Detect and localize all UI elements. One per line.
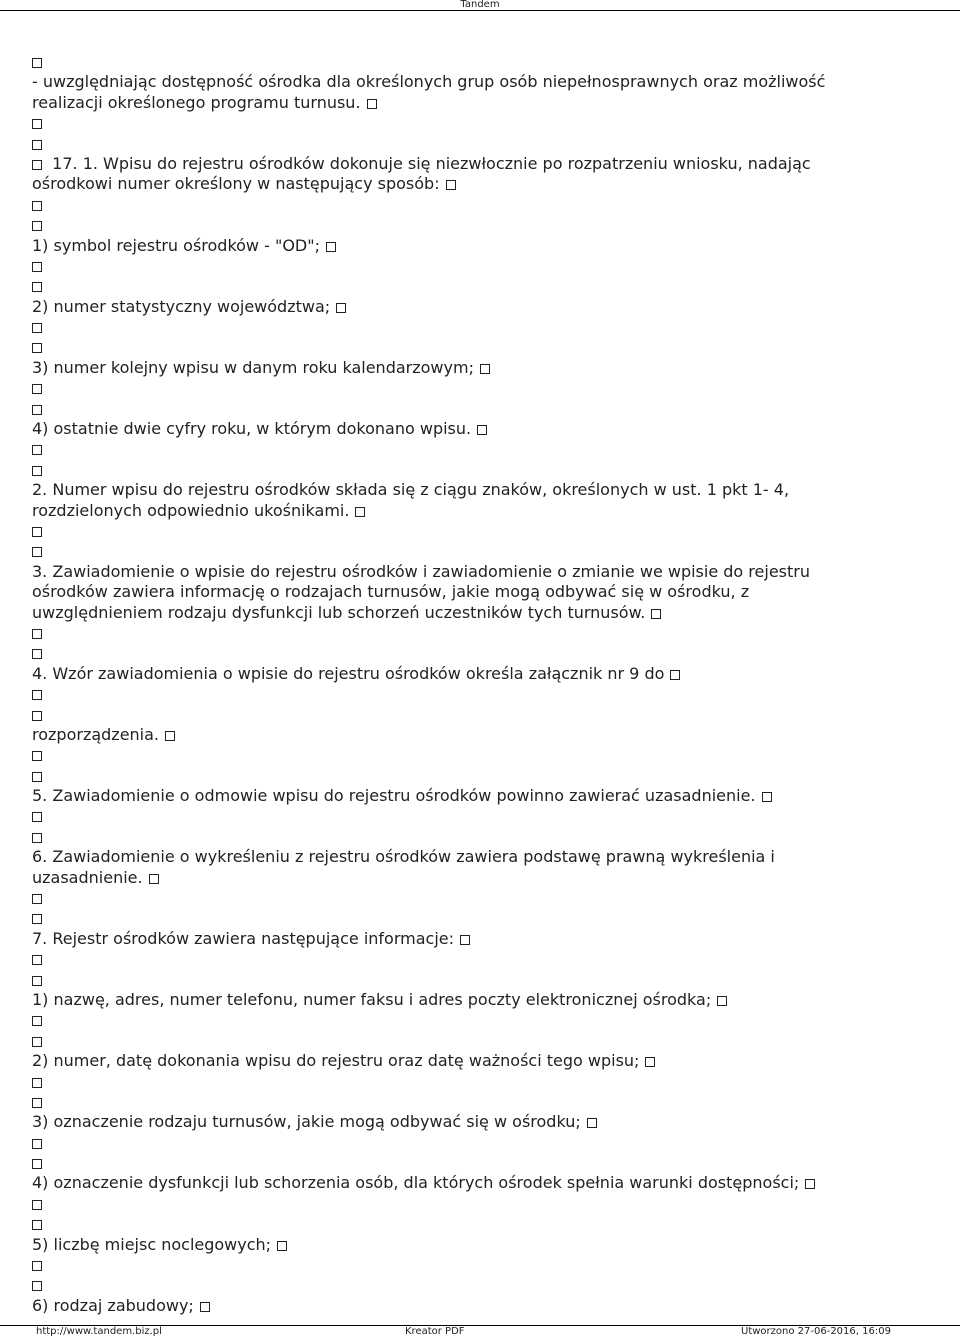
text-line — [32, 786, 932, 806]
empty-checkbox-line — [32, 1031, 932, 1051]
empty-checkbox-line — [32, 1194, 932, 1214]
empty-checkbox-line — [32, 317, 932, 337]
empty-checkbox-line — [32, 1092, 932, 1112]
checkbox-glyph-icon — [32, 1281, 42, 1291]
checkbox-glyph-icon — [32, 1098, 42, 1108]
paragraph-text: 4) oznaczenie dysfunkcji lub schorzenia osób, dla których ośrodek spełnia warunki dostępności; — [32, 1173, 800, 1193]
empty-checkbox-line — [32, 888, 932, 908]
checkbox-glyph-icon — [32, 323, 42, 333]
empty-checkbox-line — [32, 806, 932, 826]
paragraph-text: uwzględnieniem rodzaju dysfunkcji lub schorzeń uczestników tych turnusów. — [32, 602, 646, 622]
text-line — [32, 297, 932, 317]
header-title: Tandem — [460, 0, 500, 10]
checkbox-glyph-icon — [336, 303, 346, 313]
paragraph-text: 2) numer statystyczny województwa; — [32, 296, 331, 316]
checkbox-glyph-icon — [651, 609, 661, 619]
checkbox-glyph-icon — [32, 629, 42, 639]
paragraph-text: 3) oznaczenie rodzaju turnusów, jakie mogą odbywać się w ośrodku; — [32, 1112, 581, 1132]
checkbox-glyph-icon — [32, 547, 42, 557]
empty-checkbox-line — [32, 1010, 932, 1030]
paragraph-text: 2. Numer wpisu do rejestru ośrodków składa się z ciągu znaków, określonych w ust. 1 pkt 1- 4, — [32, 480, 790, 500]
empty-checkbox-line — [32, 337, 932, 357]
empty-checkbox-line — [32, 215, 932, 235]
empty-checkbox-line — [32, 1072, 932, 1092]
text-line — [32, 664, 932, 684]
text-line — [32, 1173, 932, 1193]
paragraph-text: 7. Rejestr ośrodków zawiera następujące informacje: — [32, 928, 454, 948]
empty-checkbox-line — [32, 378, 932, 398]
checkbox-glyph-icon — [32, 1159, 42, 1169]
checkbox-glyph-icon — [32, 690, 42, 700]
footer-creator: Kreator PDF — [405, 1326, 465, 1337]
paragraph-text: 4. Wzór zawiadomienia o wpisie do rejestru ośrodków określa załącznik nr 9 do — [32, 663, 665, 683]
checkbox-glyph-icon — [32, 1139, 42, 1149]
checkbox-glyph-icon — [587, 1118, 597, 1128]
text-line — [32, 725, 932, 745]
text-line — [32, 582, 932, 602]
checkbox-glyph-icon — [762, 792, 772, 802]
paragraph-text: 2) numer, datę dokonania wpisu do rejestru oraz datę ważności tego wpisu; — [32, 1051, 640, 1071]
text-line — [32, 358, 932, 378]
text-line — [32, 419, 932, 439]
text-line — [32, 72, 932, 92]
checkbox-glyph-icon — [149, 874, 159, 884]
text-line — [32, 93, 932, 113]
paragraph-text: 6. Zawiadomienie o wykreśleniu z rejestru ośrodków zawiera podstawę prawną wykreślenia i — [32, 847, 775, 867]
checkbox-glyph-icon — [32, 282, 42, 292]
empty-checkbox-line — [32, 541, 932, 561]
page-footer — [0, 1325, 960, 1339]
paragraph-text: 3. Zawiadomienie o wpisie do rejestru ośrodków i zawiadomienie o zmianie we wpisie do rejestru — [32, 561, 810, 581]
text-line — [32, 174, 932, 194]
text-line — [32, 1051, 932, 1071]
empty-checkbox-line — [32, 1153, 932, 1173]
page-header — [0, 0, 960, 11]
empty-checkbox-line — [32, 745, 932, 765]
empty-checkbox-line — [32, 827, 932, 847]
checkbox-glyph-icon — [805, 1179, 815, 1189]
paragraph-text: 4) ostatnie dwie cyfry roku, w którym dokonano wpisu. — [32, 419, 472, 439]
empty-checkbox-line — [32, 256, 932, 276]
checkbox-glyph-icon — [32, 384, 42, 394]
paragraph-text: rozporządzenia. — [32, 724, 160, 744]
checkbox-glyph-icon — [32, 119, 42, 129]
checkbox-glyph-icon — [32, 894, 42, 904]
checkbox-glyph-icon — [645, 1057, 655, 1067]
empty-checkbox-line — [32, 521, 932, 541]
text-line — [32, 603, 932, 623]
paragraph-text: ośrodkowi numer określony w następujący sposób: — [32, 174, 440, 194]
checkbox-glyph-icon — [32, 772, 42, 782]
empty-checkbox-line — [32, 908, 932, 928]
checkbox-glyph-icon — [367, 99, 377, 109]
checkbox-glyph-icon — [32, 1261, 42, 1271]
empty-checkbox-line — [32, 970, 932, 990]
text-line — [32, 847, 932, 867]
checkbox-glyph-icon — [32, 711, 42, 721]
checkbox-glyph-icon — [32, 160, 42, 170]
checkbox-glyph-icon — [326, 242, 336, 252]
paragraph-text: 6) rodzaj zabudowy; — [32, 1295, 194, 1315]
empty-checkbox-line — [32, 1214, 932, 1234]
text-line — [32, 1296, 932, 1316]
empty-checkbox-line — [32, 766, 932, 786]
text-line — [32, 868, 932, 888]
empty-checkbox-line — [32, 949, 932, 969]
checkbox-glyph-icon — [32, 833, 42, 843]
checkbox-glyph-icon — [32, 343, 42, 353]
checkbox-glyph-icon — [460, 935, 470, 945]
checkbox-glyph-icon — [32, 445, 42, 455]
empty-checkbox-line — [32, 1255, 932, 1275]
empty-checkbox-line — [32, 113, 932, 133]
empty-checkbox-line — [32, 460, 932, 480]
paragraph-text: realizacji określonego programu turnusu. — [32, 92, 361, 112]
paragraph-text: rozdzielonych odpowiednio ukośnikami. — [32, 500, 350, 520]
checkbox-glyph-icon — [32, 1078, 42, 1088]
empty-checkbox-line — [32, 684, 932, 704]
paragraph-text: uzasadnienie. — [32, 867, 143, 887]
checkbox-glyph-icon — [32, 649, 42, 659]
checkbox-glyph-icon — [277, 1241, 287, 1251]
checkbox-glyph-icon — [32, 405, 42, 415]
checkbox-glyph-icon — [32, 1200, 42, 1210]
empty-checkbox-line — [32, 623, 932, 643]
text-line — [32, 990, 932, 1010]
empty-checkbox-line — [32, 643, 932, 663]
empty-checkbox-line — [32, 1275, 932, 1295]
checkbox-glyph-icon — [717, 996, 727, 1006]
empty-checkbox-line — [32, 276, 932, 296]
paragraph-text: 1) nazwę, adres, numer telefonu, numer faksu i adres poczty elektronicznej ośrodka; — [32, 989, 712, 1009]
text-line — [32, 562, 932, 582]
checkbox-glyph-icon — [32, 466, 42, 476]
checkbox-glyph-icon — [32, 527, 42, 537]
paragraph-text: 17. 1. Wpisu do rejestru ośrodków dokonuje się niezwłocznie po rozpatrzeniu wniosku, nadając — [52, 153, 811, 173]
checkbox-glyph-icon — [32, 751, 42, 761]
checkbox-glyph-icon — [32, 58, 42, 68]
empty-checkbox-line — [32, 52, 932, 72]
empty-checkbox-line — [32, 134, 932, 154]
footer-url[interactable]: http://www.tandem.biz.pl — [36, 1326, 162, 1337]
checkbox-glyph-icon — [32, 955, 42, 965]
checkbox-glyph-icon — [200, 1302, 210, 1312]
checkbox-glyph-icon — [446, 180, 456, 190]
checkbox-glyph-icon — [32, 1016, 42, 1026]
paragraph-text: 5. Zawiadomienie o odmowie wpisu do rejestru ośrodków powinno zawierać uzasadnienie. — [32, 786, 756, 806]
paragraph-text: ośrodków zawiera informację o rodzajach turnusów, jakie mogą odbywać się w ośrodku, z — [32, 582, 750, 602]
checkbox-glyph-icon — [32, 262, 42, 272]
empty-checkbox-line — [32, 195, 932, 215]
checkbox-glyph-icon — [32, 201, 42, 211]
checkbox-glyph-icon — [32, 914, 42, 924]
paragraph-text: 5) liczbę miejsc noclegowych; — [32, 1234, 272, 1254]
checkbox-glyph-icon — [355, 507, 365, 517]
text-line — [32, 480, 932, 500]
checkbox-glyph-icon — [32, 221, 42, 231]
text-line — [32, 1235, 932, 1255]
checkbox-glyph-icon — [32, 1037, 42, 1047]
checkbox-glyph-icon — [32, 140, 42, 150]
paragraph-text: 3) numer kolejny wpisu w danym roku kalendarzowym; — [32, 357, 474, 377]
text-line — [32, 236, 932, 256]
checkbox-glyph-icon — [477, 425, 487, 435]
checkbox-glyph-icon — [32, 1220, 42, 1230]
footer-created: Utworzono 27-06-2016, 16:09 — [741, 1326, 891, 1337]
checkbox-glyph-icon — [480, 364, 490, 374]
document-body — [32, 52, 932, 1316]
text-line — [32, 501, 932, 521]
empty-checkbox-line — [32, 1133, 932, 1153]
checkbox-glyph-icon — [32, 812, 42, 822]
paragraph-text: - uwzględniając dostępność ośrodka dla określonych grup osób niepełnosprawnych oraz możliwość — [32, 72, 826, 92]
empty-checkbox-line — [32, 399, 932, 419]
paragraph-text: 1) symbol rejestru ośrodków - "OD"; — [32, 235, 320, 255]
checkbox-glyph-icon — [32, 976, 42, 986]
checkbox-glyph-icon — [165, 731, 175, 741]
text-line — [32, 929, 932, 949]
text-line — [32, 1112, 932, 1132]
checkbox-glyph-icon — [670, 670, 680, 680]
empty-checkbox-line — [32, 439, 932, 459]
empty-checkbox-line — [32, 705, 932, 725]
text-line — [32, 154, 932, 174]
